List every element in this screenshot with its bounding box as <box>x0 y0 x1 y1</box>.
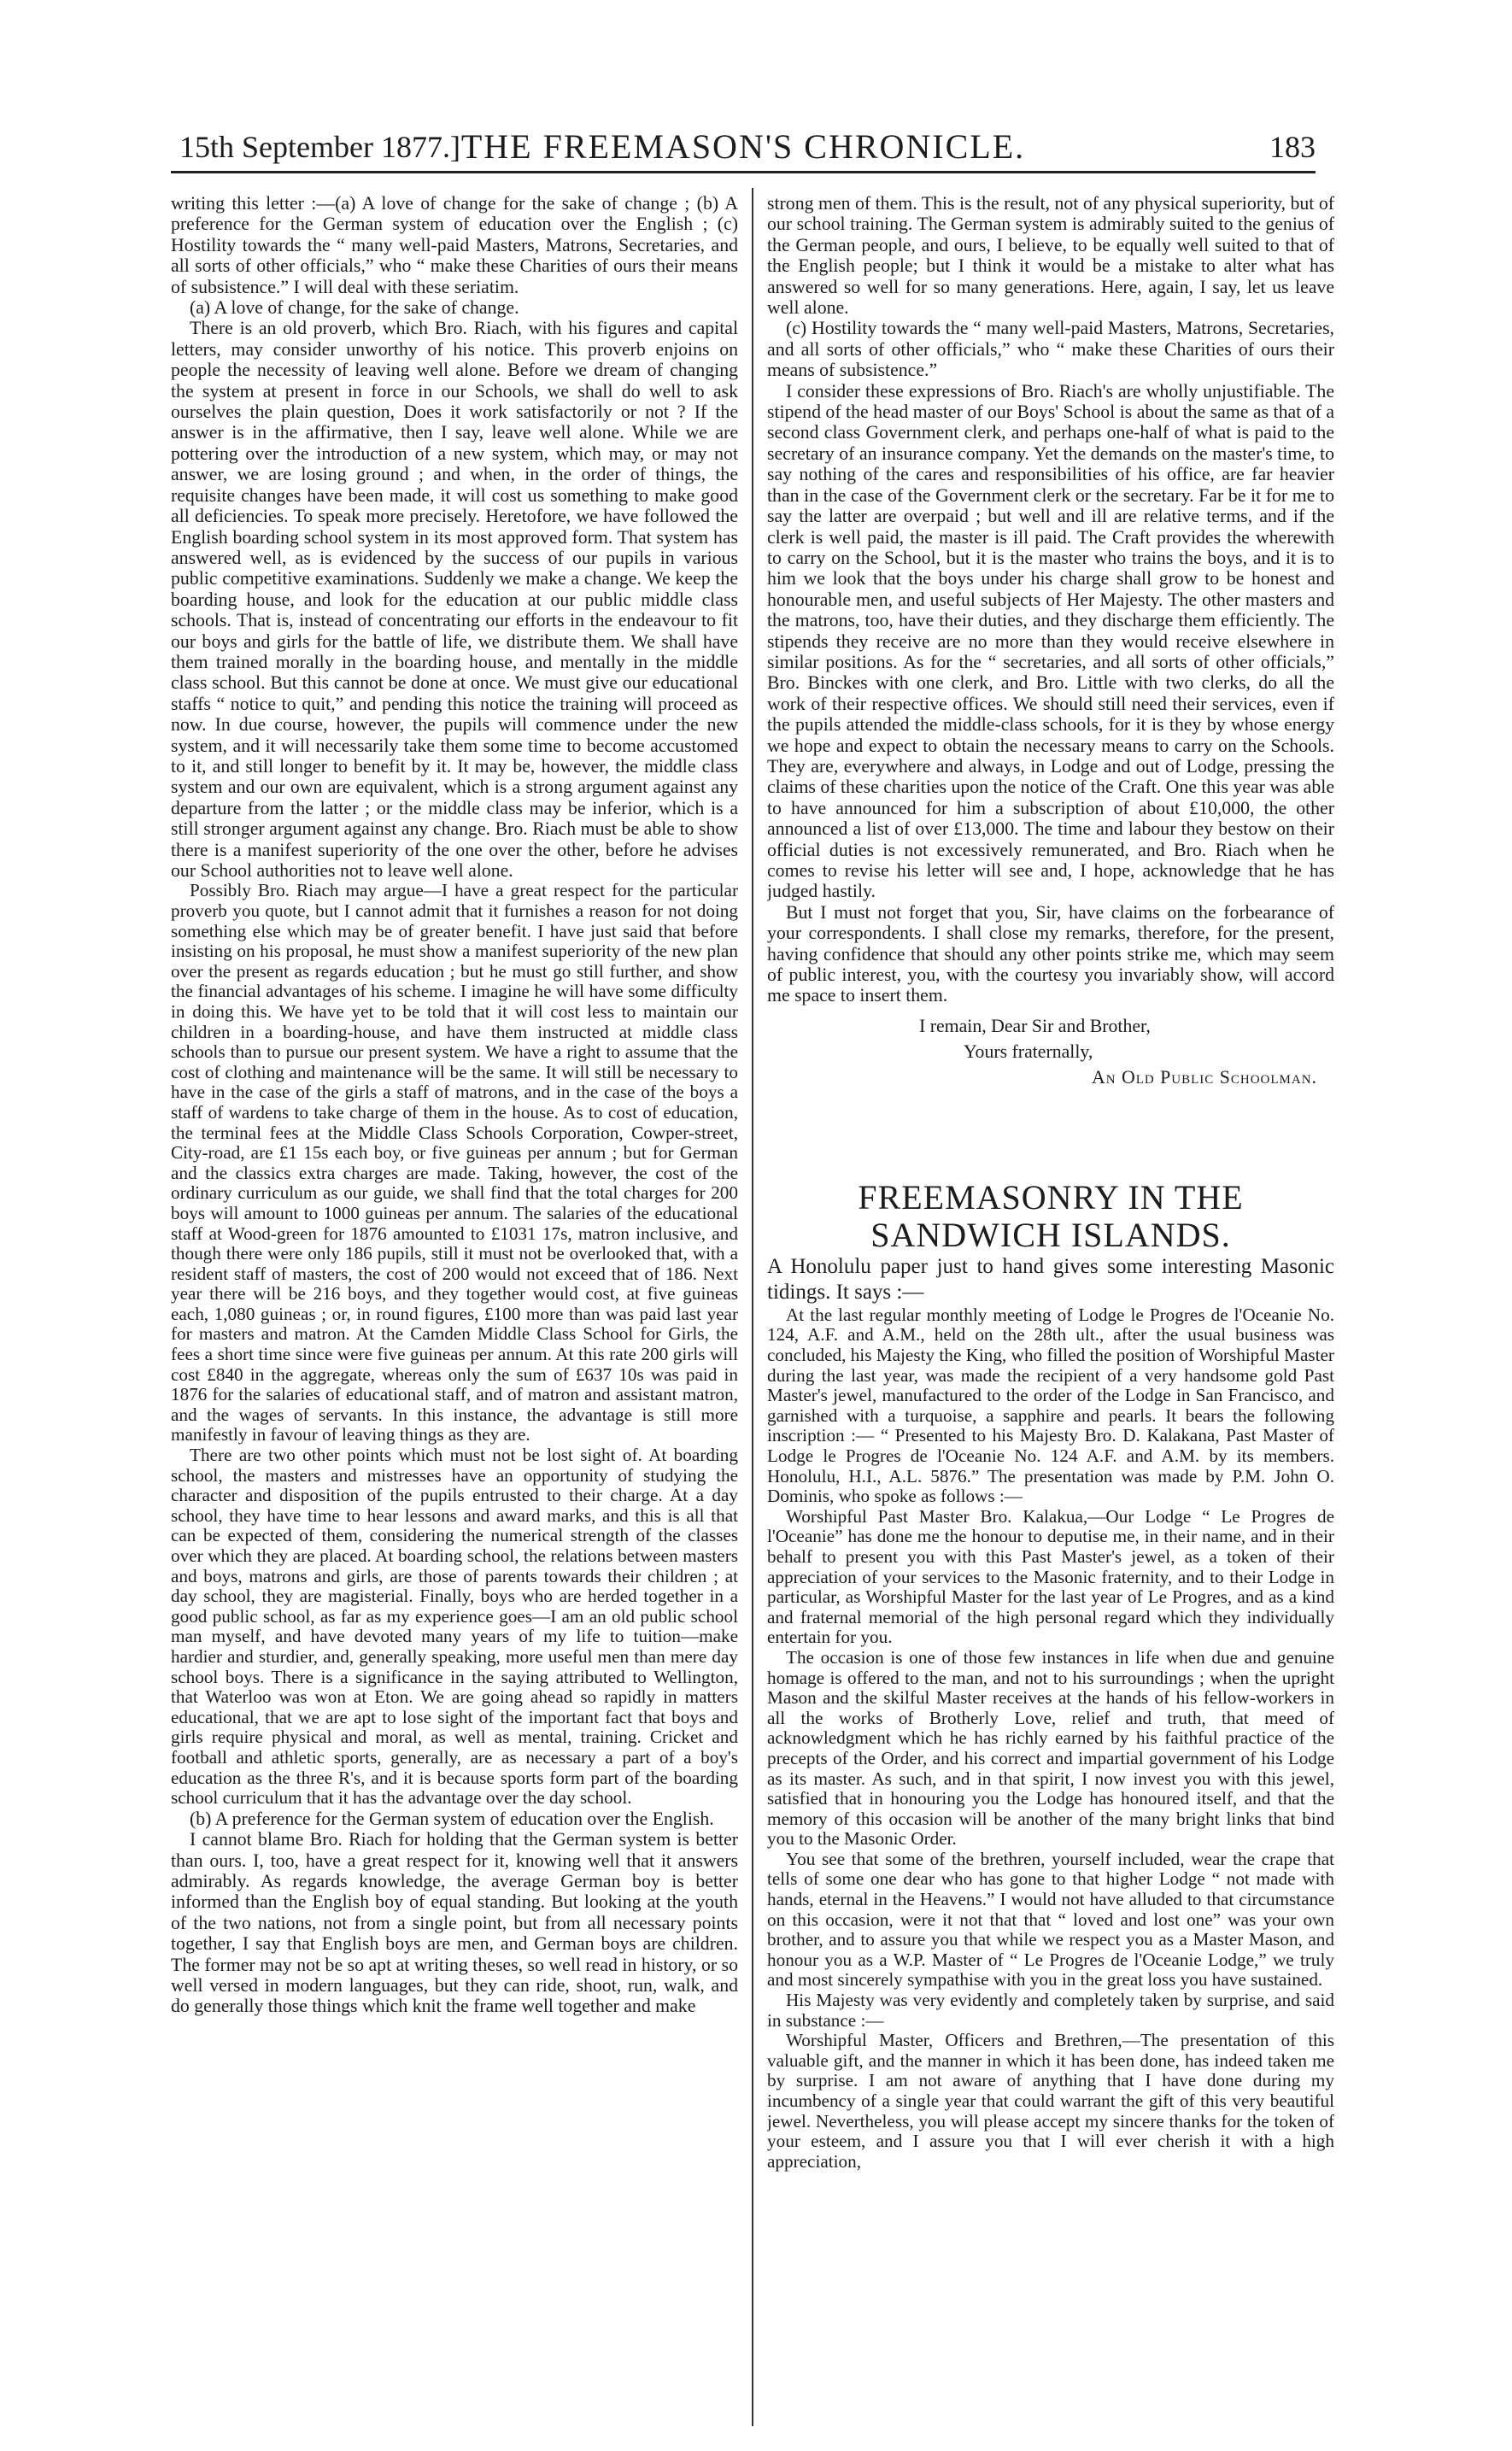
article-paragraph: The occasion is one of those few instances in life when due and genuine homage is offered to the man, and not to his surroundings ; when the upright Mason and the skilful Master receives at the hands of his fellow-workers in all the works of Brotherly Love, relief and truth, that meed of acknowledgment which he has richly earned by his faithful practice of the precepts of the Order, and his correct and impartial government of his Lodge as its master. As such, and in that spirit, I now invest you with this jewel, satisfied that in honouring you the Lodge has honoured itself, and that the memory of this occasion will be another of the many bright links that bind you to the Masonic Order. <box>767 1646 1334 1850</box>
letter-paragraph: writing this letter :—(a) A love of change for the sake of change ; (b) A preference for the German system of education over the English ; (c) Hostility towards the “ many well-paid Masters, Matrons, Secretaries, and all sorts of other officials,” who “ make these Charities of ours their means of subsistence.” I will deal with these seriatim. <box>171 193 738 297</box>
masthead-title: THE FREEMASON'S CHRONICLE. <box>460 127 1026 166</box>
letter-paragraph: I cannot blame Bro. Riach for holding that the German system is better than ours. I, too, have a great respect for it, knowing well that it answers admirably. As regards knowledge, the average German boy is better informed than the English boy of equal standing. But looking at the youth of the two nations, not from a single point, but from all necessary points together, I say that English boys are men, and German boys are children. The former may not be so apt at writing theses, so well read in history, or so well versed in modern languages, but they can ride, shoot, run, walk, and do generally those things which knit the frame well together and make <box>171 1829 738 2017</box>
article-paragraph: His Majesty was very evidently and completely taken by surprise, and said in substance :— <box>767 1990 1334 2031</box>
letter-paragraph: strong men of them. This is the result, not of any physical superiority, but of our school training. The German system is admirably suited to the genius of the German people, and ours, I believe, to be equally well suited to that of the English people; but I think it would be a mistake to alter what has answered so well for so many generations. Here, again, I say, let us leave well alone. <box>767 193 1334 319</box>
issue-date: 15th September 1877.] <box>179 130 460 164</box>
article-paragraph: You see that some of the brethren, yourself included, wear the crape that tells of some one dear who has gone to that higher Lodge “ not made with hands, eternal in the Heavens.” I would not have alluded to that circumstance on this occasion, were it not that that “ loved and lost one” was your own brother, and to assure you that while we respect you as a Master Mason, and honour you as a W.P. Master of “ Le Progres de l'Oceanie Lodge,” we truly and most sincerely sympathise with you in the great loss you have sustained. <box>767 1848 1334 1991</box>
closing-line: I remain, Dear Sir and Brother, <box>919 1015 1151 1036</box>
right-column <box>767 193 1334 2431</box>
letter-paragraph: (c) Hostility towards the “ many well-paid Masters, Matrons, Secretaries, and all sorts of other officials,” who “ make these Charities of ours their means of subsistence.” <box>767 318 1334 381</box>
letter-paragraph: But I must not forget that you, Sir, have claims on the forbearance of your correspondents. I shall close my remarks, therefore, for the present, having confidence that should any other points strike me, which may seem of public interest, you, with the courtesy you invariably show, will accord me space to insert them. <box>767 901 1334 1006</box>
letter-signoff <box>767 1013 1334 1090</box>
column-divider <box>752 188 753 2426</box>
letter-paragraph: Possibly Bro. Riach may argue—I have a great respect for the particular proverb you quote, but I cannot admit that it furnishes a reason for not doing something else which may be of greater benefit. I have just said that before insisting on his proposal, he must show a manifest superiority of the new plan over the present as regards education ; but he must go still further, and show the financial advantages of his scheme. I imagine he will have some difficulty in doing this. We have yet to be told that it will cost less to maintain our children in a boarding-house, and have them instructed at middle class schools than to pursue our present system. We have a right to assume that the cost of clothing and maintenance will be the same. It will still be necessary to have in the case of the girls a staff of matrons, and in the case of the boys a staff of wardens to take charge of them in the house. As to cost of education, the terminal fees at the Middle Class Schools Corporation, Cowper-street, City-road, are £1 15s each boy, or five guineas per annum ; but for German and the classics extra charges are made. Taking, however, the cost of the ordinary curriculum as our guide, we shall find that the total charges for 200 boys will amount to 1000 guineas per annum. The salaries of the educational staff at Wood-green for 1876 amounted to £1031 17s, matron inclusive, and though there were only 186 pupils, still it must not be overlooked that, with a resident staff of masters, the cost of 200 would not exceed that of 186. Next year there will be 216 boys, and they together would cost, at five guineas each, 1,080 guineas ; or, in round figures, £100 more than was paid last year for masters and matron. At the Camden Middle Class School for Girls, the fees a short time since were five guineas per annum. At this rate 200 girls will cost £840 in the aggregate, whereas only the sum of £637 10s was paid in 1876 for the salaries of educational staff, and of matron and assistant matron, and the wages of servants. In this instance, the advantage is still more manifestly in favour of leaving things as they are. <box>171 880 738 1445</box>
signature: An Old Public Schoolman. <box>1091 1066 1317 1088</box>
closing-line: Yours fraternally, <box>964 1041 1093 1062</box>
article-paragraph: At the last regular monthly meeting of Lodge le Progres de l'Oceanie No. 124, A.F. and A.M., held on the 28th ult., after the usual business was concluded, his Majesty the King, who filled the position of Worshipful Master during the last year, was made the recipient of a very handsome gold Past Master's jewel, manufactured to the order of the Lodge in San Francisco, and garnished with a turquoise, a sapphire and pearls. It bears the following inscription :— “ Presented to his Majesty Bro. D. Kalakana, Past Master of Lodge le Progres de l'Oceanie No. 124 A.F. and A.M. by its members. Honolulu, H.I., A.L. 5876.” The presentation was made by P.M. John O. Dominis, who spoke as follows :— <box>767 1304 1334 1507</box>
article-paragraph: Worshipful Past Master Bro. Kalakua,—Our Lodge “ Le Progres de l'Oceanie” has done me the honour to deputise me, in their name, and in their behalf to present you with this Past Master's jewel, as a token of their appreciation of your services to the Masonic fraternity, and to their Lodge in particular, as Worshipful Master for the last year of Le Progres, and as a kind and fraternal memorial of the high personal regard which they individually entertain for you. <box>767 1505 1334 1648</box>
article-intro: A Honolulu paper just to hand gives some interesting Masonic tidings. It says :— <box>767 1254 1334 1304</box>
left-column <box>171 193 738 2431</box>
page-number: 183 <box>1269 130 1316 164</box>
article-headline: FREEMASONRY IN THE SANDWICH ISLANDS. <box>858 1177 1244 1254</box>
article-paragraph: Worshipful Master, Officers and Brethren,—The presentation of this valuable gift, and the manner in which it has been done, has indeed taken me by surprise. I am not aware of anything that I have done during my incumbency of a single year that could warrant the gift of this very beautiful jewel. Nevertheless, you will please accept my sincere thanks for the token of your esteem, and I assure you that I will ever cherish it with a high appreciation, <box>767 2030 1334 2172</box>
letter-paragraph: There is an old proverb, which Bro. Riach, with his figures and capital letters, may consider unworthy of his notice. This proverb enjoins on people the necessity of leaving well alone. Before we dream of changing the system at present in force in our Schools, we shall do well to ask ourselves the plain question, Does it work satisfactorily or not ? If the answer is in the affirmative, then I say, leave well alone. While we are pottering over the introduction of a new system, which may, or may not answer, we are losing ground ; and when, in the order of things, the requisite changes have been made, it will cost us something to make good all deficiencies. To speak more precisely. Heretofore, we have followed the English boarding school system in its most approved form. That system has answered well, as is evidenced by the success of our pupils in various public competitive examinations. Suddenly we make a change. We keep the boarding house, and look for the education at our public middle class schools. That is, instead of concentrating our efforts in the endeavour to fit our boys and girls for the battle of life, we distribute them. We shall have them trained morally in the boarding house, and mentally in the middle class school. But this cannot be done at once. We must give our educational staffs “ notice to quit,” and pending this notice the training will proceed as now. In due course, however, the pupils will commence under the new system, and it will necessarily take them some time to become accustomed to it, and still longer to benefit by it. It may be, however, the middle class system and our own are equivalent, which is a strong argument against any departure from the latter ; or the middle class may be inferior, which is a still stronger argument against any change. Bro. Riach must be able to show there is a manifest superiority of the one over the other, before he advises our School authorities not to leave well alone. <box>171 318 738 881</box>
letter-paragraph: (a) A love of change, for the sake of change. <box>190 297 519 319</box>
letter-paragraph: There are two other points which must not be lost sight of. At boarding school, the masters and mistresses have an opportunity of studying the character and disposition of the pupils entrusted to their charge. At a day school, they have time to hear lessons and award marks, and this is all that can be expected of them, considering the numerical strength of the classes over which they are placed. At boarding school, the relations between masters and boys, matrons and girls, are those of parents towards their children ; at day school, they are magisterial. Finally, boys who are herded together in a good public school, as far as my experience goes—I am an old public school man myself, and have devoted many years of my life to tuition—make hardier and sturdier, and, generally speaking, more useful men than mere day school boys. There is a significance in the saying attributed to Wellington, that Waterloo was won at Eton. We are going ahead so rapidly in matters educational, that we are apt to lose sight of the important fact that boys and girls require physical and moral, as well as mental, training. Cricket and football and athletic sports, generally, are as necessary a part of a boy's education as the three R's, and it is because sports form part of the boarding school curriculum that it has the advantage over the day school. <box>171 1445 738 1809</box>
page-header <box>171 128 1316 173</box>
letter-paragraph: (b) A preference for the German system of education over the English. <box>190 1808 714 1829</box>
letter-paragraph: I consider these expressions of Bro. Riach's are wholly unjustifiable. The stipend of the head master of our Boys' School is about the same as that of a second class Government clerk, and perhaps one-half of what is paid to the secretary of an insurance company. Yet the demands on the master's time, to say nothing of the cares and responsibilities of his office, are far heavier than in the case of the Government clerk or the secretary. Far be it for me to say the latter are overpaid ; but well and ill are relative terms, and if the clerk is well paid, the master is ill paid. The Craft provides the wherewith to carry on the School, but it is the master who trains the boys, and it is to him we look that the boys under his charge shall grow to be honest and honourable men, and useful subjects of Her Majesty. The other masters and the matrons, too, have their duties, and they discharge them efficiently. The stipends they receive are no more than they would receive elsewhere in similar positions. As for the “ secretaries, and all sorts of other officials,” Bro. Binckes with one clerk, and Bro. Little with two clerks, do all the work of their respective offices. We should still need their services, even if the pupils attended the middle-class schools, for it is they by whose energy we hope and expect to obtain the necessary means to carry on the Schools. They are, everywhere and always, in Lodge and out of Lodge, pressing the claims of these charities upon the notice of the Craft. One this year was able to have announced for him a subscription of about £10,000, the other announced a list of over £13,000. The time and labour they bestow on their official duties is not excessively remunerated, and Bro. Riach when he comes to revise his letter will see and, I hope, acknowledge that he has judged hastily. <box>767 380 1334 902</box>
